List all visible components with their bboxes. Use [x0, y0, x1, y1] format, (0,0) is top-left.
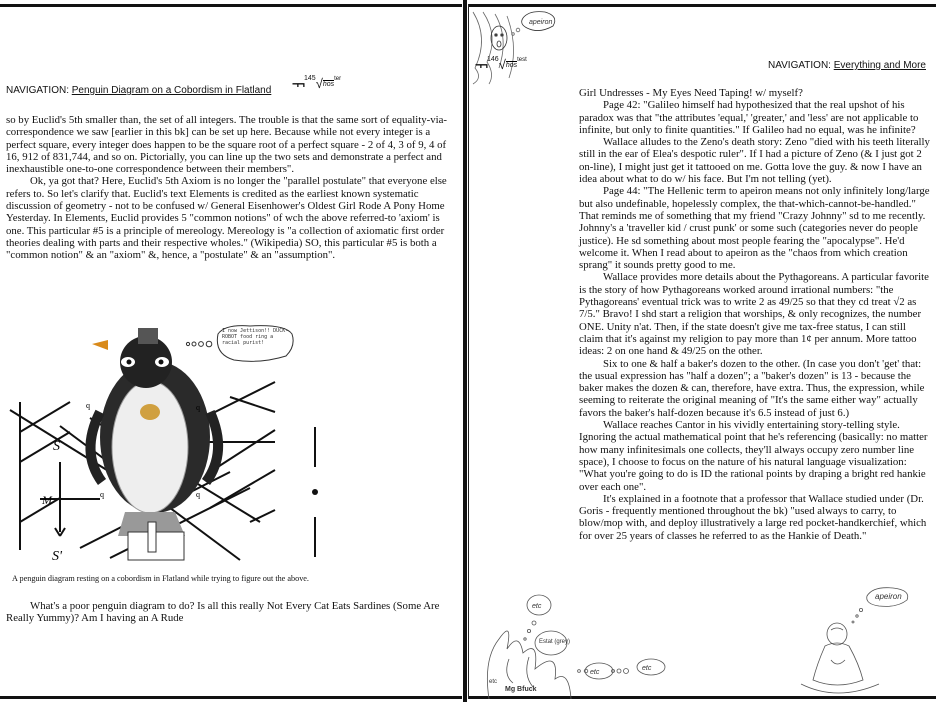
etc-label: etc — [590, 669, 600, 676]
label-s: S — [53, 439, 60, 454]
paragraph: Wallace reaches Cantor in his vividly entertaining story-telling style. Ignoring the actual mathematical point that he's referencing (basically: no matter how many infinitesimals one collects, they'll always occupy zero number line space), I choose to focus on the nature of his natural language visualization: "What you're going to do is ID the rational points by draping a bright red hankie over each one". — [579, 419, 928, 493]
paragraph: Wallace alludes to the Zeno's death story: Zeno "died with his teeth literally still in the ear of Elea's despotic ruler". If I had a picture of Zeno (& I just got 2 on-line), I might just get it tattooed on me. Gotta love the guy. & now I have an idea about what to do w/ his face. But I'm not telling (yet). — [579, 136, 930, 186]
page-num-hos: hos — [505, 62, 518, 69]
top-rule — [0, 4, 462, 7]
radical-icon: √ — [315, 76, 323, 91]
label-q: q — [100, 490, 104, 499]
paragraph: Page 42: "Galileo himself had hypothesized that the real upshot of his paradox was that "the attributes 'equal,' 'greater,' and 'less' are not applicable to infinite, but only to finite quantities." If Galileo had no equal, was he infinite? — [579, 99, 919, 136]
top-rule — [469, 4, 936, 7]
thought-bubble — [186, 326, 293, 362]
body-text — [6, 114, 458, 262]
left-page — [0, 4, 462, 699]
label-q: q — [86, 401, 90, 410]
right-page — [468, 4, 936, 699]
apeiron-bubble-text: apeiron — [875, 592, 902, 601]
etc-label: etc — [489, 679, 498, 685]
paragraph: Wallace provides more details about the Pythagoreans. A particular favorite is the story of how Pythagoreans worked around irrational numbers: "the Pythagoreans' eventual trick was to write 2 as 49/25 so that they cd treat √2 as 7/5." Bravo! I shd start a religion that worships, & only recognizes, the number ONE. Unity n'at. Then, if the state doesn't give me tax-free status, I can still claim that it's against my religion to pay more than 1¢ per annum. More tattoo ideas: 2 on one hand & 49/25 on the other. — [579, 271, 929, 358]
nav-link[interactable]: Everything and More — [833, 60, 926, 71]
paragraph: Ok, ya got that? Here, Euclid's 5th Axiom is no longer the "parallel postulate" that everyone else refers to. So let's clarify that. Euclid's text Elements is credited as the earliest known systematic discussion of geometry - not to be confused w/ General Eisenhower's Oldest Girl Rode A Pony Home Yesterday. In Elements, Euclid provides 5 "common notions" of wch the above referred-to 'axiom' is one. This particular #5 is a principle of mereology. Mereology is "a collection of axiomatic first order theories dealing with parts and their respective wholes." (Wikipedia) SO, this particular #5 is both a "common notion" & an "axiom" &, hence, a "postulate" & an "assumption". — [6, 175, 447, 262]
neg-sign: ¬¬ — [292, 77, 305, 91]
first-line: Girl Undresses - My Eyes Need Taping! w/ myself? — [579, 87, 803, 99]
closing-text — [6, 600, 446, 625]
label-q: q — [196, 403, 200, 412]
scream-doodle — [469, 8, 559, 86]
nav-link[interactable]: Penguin Diagram on a Cobordism in Flatland — [71, 85, 272, 96]
meditating-figure-doodle — [787, 584, 927, 699]
scream-bubble-text: apeiron — [529, 19, 553, 26]
etc-label: etc — [532, 603, 542, 610]
navigation-header — [768, 60, 926, 71]
bottom-rule — [0, 696, 462, 699]
navigation-header — [6, 85, 271, 96]
page-number — [292, 76, 341, 91]
body-text — [579, 87, 931, 542]
label-q: q — [196, 490, 200, 499]
page-num-value: 146 — [487, 56, 499, 63]
label-s-prime: S' — [52, 549, 62, 564]
penguin-cobordism-diagram — [0, 322, 462, 572]
neg-sign: ¬¬ — [475, 58, 488, 72]
page-divider — [463, 0, 467, 702]
page-num-ter: ter — [334, 76, 342, 82]
paragraph: Six to one & half a baker's dozen to the other. (In case you don't 'get' that: the usual expression has "half a dozen"; a "baker's dozen" is 13 - because the baker makes the dozen & can, therefore, have extra. Thus, the expression, while seeming to reiterate the original meaning of "It's the same either way" actually favors the baker's half-dozen because it's 6.5 instead of just 6.) — [579, 357, 925, 419]
page-num-ter: test — [517, 57, 527, 63]
thought-bubble-text: I now Jettison!! DUCK-ROBOT food ring a racial purist! — [222, 328, 289, 346]
figure-caption: A penguin diagram resting on a cobordism in Flatland while trying to figure out the above. — [12, 574, 309, 583]
point-marker — [312, 489, 318, 495]
penguin — [90, 328, 218, 560]
paragraph: Page 44: "The Hellenic term to apeiron means not only infinitely long/large but also undefinable, hopelessly complex, the that-which-cannot-be-handled." That reminds me of something that my friend "Crazy Johnny" sd to me recently. Johnny's a 'traveller kid / crust punk' or some such (categories never do people justice). He sd something about most people fearing the "apocalypse". He'd welcome it. When I read about to apeiron as the "chaos from which creation sprang" it sounds pretty good to me. — [579, 185, 930, 272]
label-m: M — [42, 493, 52, 507]
page-number — [475, 57, 527, 72]
paragraph: What's a poor penguin diagram to do? Is all this really Not Every Cat Eats Sardines (Some Are Really Yummy)? Am I having an A Rude — [6, 600, 440, 625]
page-num-value: 145 — [304, 75, 316, 82]
doodle-label: Estat (grey) — [539, 639, 571, 645]
nav-prefix: NAVIGATION: — [767, 60, 834, 71]
radical-icon: √ — [498, 57, 506, 72]
doodle-label: Mg Bfuck — [505, 686, 537, 693]
etc-label: etc — [642, 665, 652, 672]
etc-doodles — [479, 579, 729, 699]
nav-prefix: NAVIGATION: — [6, 85, 72, 96]
page-num-hos: hos — [322, 81, 335, 88]
paragraph: so by Euclid's 5th smaller than, the set of all integers. The trouble is that the same sort of equality-via-correspondence we saw [earlier in this bk] can be set up here. Because while not every integer is a perfect square, every integer does happen to be the square root of a perfect square - 2 of 4, 3 of 9, 4 of 16, 912 of 831,744, and so on. Pictorially, you can line up the two sets and demonstrate a perfect and inexhaustible one-to-one correspondence between their members". — [6, 114, 448, 176]
paragraph: It's explained in a footnote that a professor that Wallace studied under (Dr. Goris - frequently mentioned throughout the bk) "used always to carry, to blow/mop with, and deploy illustratively a large red pocket-handkerchief, which for over 25 years of classes he referred to as the Hankie of Death." — [579, 492, 927, 542]
